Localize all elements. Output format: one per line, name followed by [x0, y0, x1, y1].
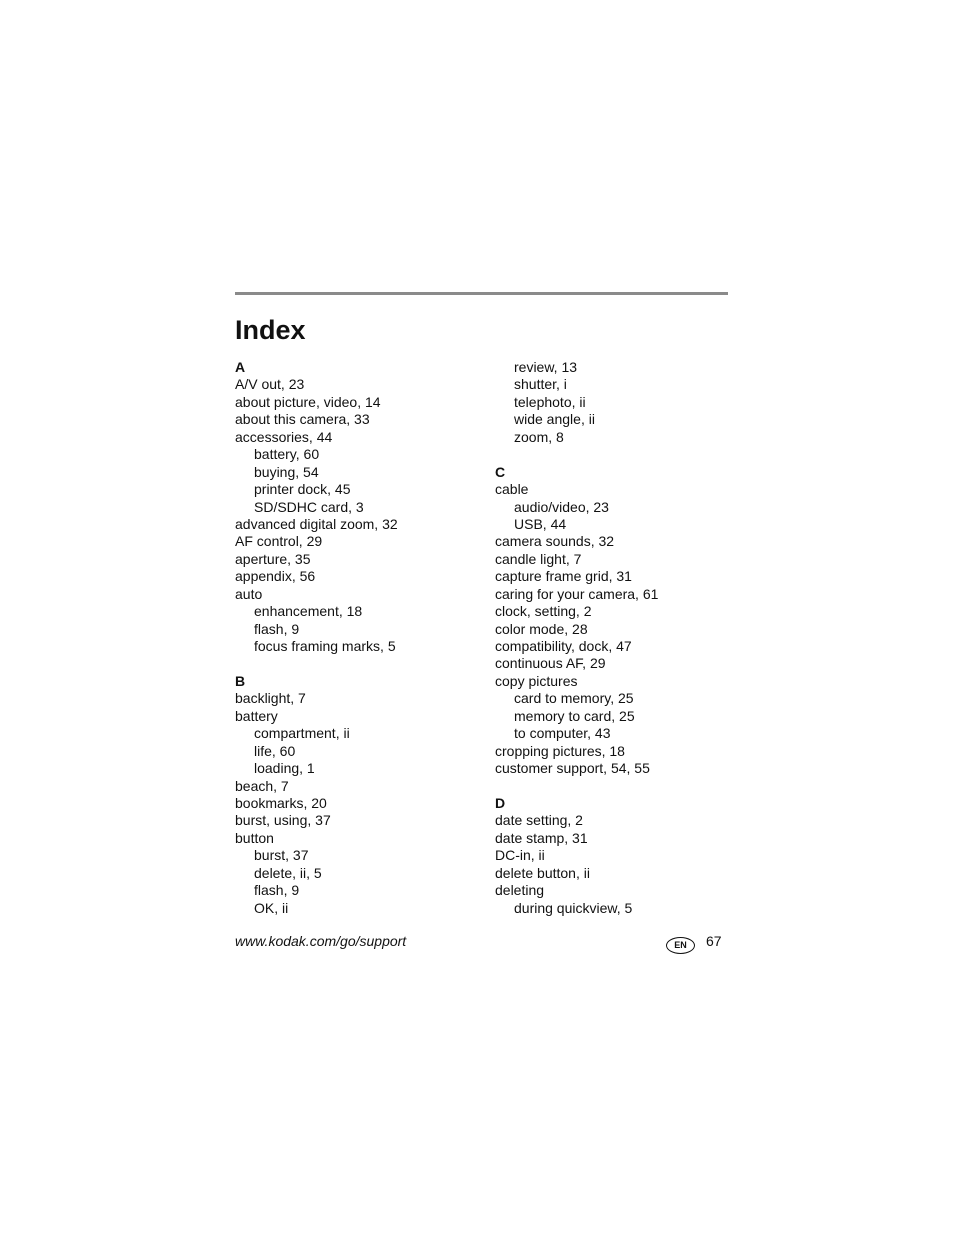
- index-subentry: OK, ii: [254, 899, 289, 916]
- index-section-letter: B: [235, 672, 246, 689]
- index-column-left: [235, 359, 485, 917]
- index-subentry: compartment, ii: [254, 725, 350, 742]
- page-title: Index: [235, 315, 306, 345]
- index-entry: caring for your camera, 61: [495, 585, 659, 602]
- section-spacer: [495, 446, 745, 463]
- index-entry: appendix, 56: [235, 568, 316, 585]
- footer-support-url: www.kodak.com/go/support: [235, 933, 407, 949]
- index-entry: battery: [235, 707, 278, 724]
- index-entry: clock, setting, 2: [495, 603, 592, 620]
- index-entry: burst, using, 37: [235, 812, 331, 829]
- index-entry: advanced digital zoom, 32: [235, 515, 398, 532]
- index-subentry: delete, ii, 5: [254, 864, 322, 881]
- index-entry: A/V out, 23: [235, 376, 305, 393]
- index-subentry: audio/video, 23: [514, 498, 609, 515]
- index-entry: color mode, 28: [495, 620, 588, 637]
- index-entry: candle light, 7: [495, 550, 582, 567]
- index-subentry: memory to card, 25: [514, 707, 635, 724]
- index-subentry: battery, 60: [254, 446, 320, 463]
- section-spacer: [495, 778, 745, 795]
- index-entry: button: [235, 829, 274, 846]
- index-entry: auto: [235, 585, 263, 602]
- index-section-letter: A: [235, 359, 246, 375]
- index-subentry: focus framing marks, 5: [254, 638, 396, 654]
- index-section-letter: D: [495, 794, 506, 811]
- index-entry: accessories, 44: [235, 428, 333, 445]
- index-entry: continuous AF, 29: [495, 655, 606, 672]
- index-entry: bookmarks, 20: [235, 794, 327, 811]
- index-subentry: SD/SDHC card, 3: [254, 498, 364, 515]
- index-entry: aperture, 35: [235, 550, 311, 567]
- index-subentry: USB, 44: [514, 515, 567, 532]
- index-entry: delete button, ii: [495, 864, 590, 881]
- index-entry: camera sounds, 32: [495, 533, 615, 550]
- index-subentry: review, 13: [514, 359, 578, 375]
- index-subentry: printer dock, 45: [254, 481, 351, 498]
- index-entry: date setting, 2: [495, 812, 583, 829]
- index-entry: about picture, video, 14: [235, 393, 381, 410]
- index-entry: cropping pictures, 18: [495, 742, 625, 759]
- index-entry: deleting: [495, 882, 545, 899]
- index-subentry: zoom, 8: [514, 428, 564, 445]
- index-entry: customer support, 54, 55: [495, 760, 650, 777]
- index-subentry: buying, 54: [254, 463, 319, 480]
- index-entry: compatibility, dock, 47: [495, 638, 632, 654]
- top-rule: [235, 292, 728, 295]
- index-subentry: telephoto, ii: [514, 393, 586, 410]
- index-entry: DC-in, ii: [495, 847, 545, 864]
- index-subentry: flash, 9: [254, 882, 300, 899]
- index-subentry: loading, 1: [254, 760, 315, 777]
- index-section-letter: C: [495, 463, 506, 480]
- page-number: 67: [706, 933, 722, 949]
- index-entry: capture frame grid, 31: [495, 568, 632, 585]
- index-entry: copy pictures: [495, 672, 578, 689]
- index-subentry: wide angle, ii: [514, 411, 595, 428]
- index-entry: cable: [495, 481, 529, 498]
- language-badge: EN: [666, 937, 695, 954]
- index-entry: date stamp, 31: [495, 829, 588, 846]
- index-entry: backlight, 7: [235, 690, 306, 707]
- section-spacer: [235, 655, 485, 672]
- index-column-right: [495, 359, 745, 917]
- index-subentry: during quickview, 5: [514, 899, 633, 916]
- index-subentry: to computer, 43: [514, 725, 611, 742]
- index-subentry: card to memory, 25: [514, 690, 634, 707]
- index-subentry: enhancement, 18: [254, 603, 363, 620]
- index-subentry: flash, 9: [254, 620, 300, 637]
- index-subentry: burst, 37: [254, 847, 309, 864]
- index-subentry: life, 60: [254, 742, 296, 759]
- index-entry: about this camera, 33: [235, 411, 370, 428]
- index-entry: beach, 7: [235, 777, 289, 794]
- index-subentry: shutter, i: [514, 376, 567, 393]
- index-entry: AF control, 29: [235, 533, 323, 550]
